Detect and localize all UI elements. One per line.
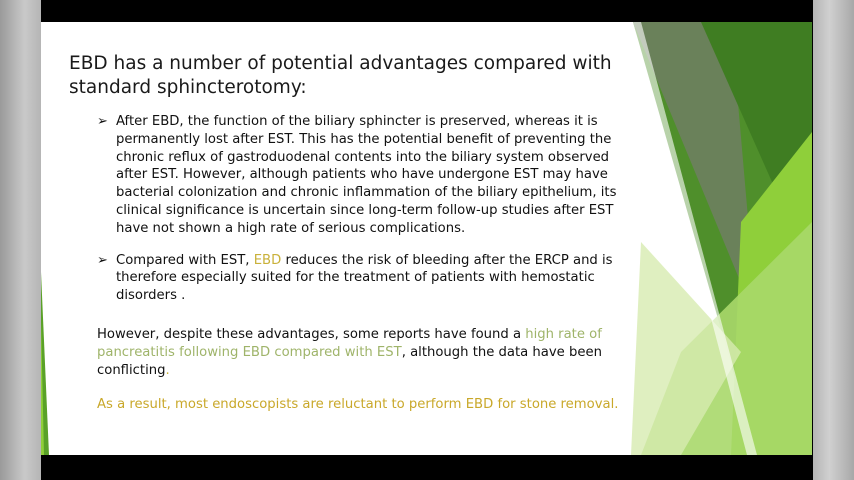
highlight-ebd: EBD	[253, 252, 282, 268]
bullet-text-continued: reduces the risk of bleeding after the ERCP and is therefore especially suited for the treatment of patients with hemostatic disorders .	[116, 252, 613, 304]
left-side-pillar	[0, 0, 41, 480]
conclusion-paragraph	[97, 326, 642, 379]
bullet-list	[97, 113, 642, 305]
paragraph-text: However, despite these advantages, some reports have found a	[97, 327, 526, 342]
bullet-text: After EBD, the function of the biliary sphincter is preserved, whereas it is permanently lost after EST. This has the potential benefit of preventing the chronic reflux of gastroduodenal contents into the biliary system observed after EST. However, although patients who have undergone EST may have bacterial colonization and chronic inflammation of the biliary epithelium, its clinical significance is uncertain since long-term follow-up studies after EST have not shown a high rate of serious complications.	[116, 114, 617, 236]
right-side-pillar	[813, 0, 854, 480]
highlight-pancreatitis: high rate of pancreatitis following EBD compared with EST	[97, 327, 602, 360]
presentation-slide	[41, 22, 812, 455]
bullet-item	[97, 113, 642, 238]
arrow-bullet-icon: ➢	[97, 252, 108, 268]
result-statement: As a result, most endoscopists are reluctant to perform EBD for stone removal.	[97, 397, 619, 412]
bullet-text: Compared with EST,	[116, 252, 254, 268]
paragraph-end-period: .	[165, 362, 170, 378]
arrow-bullet-icon: ➢	[97, 114, 108, 129]
bullet-item	[97, 252, 642, 305]
slide-title: EBD has a number of potential advantages compared with standard sphincterotomy:	[69, 53, 612, 98]
paragraph-text-continued: , although the data have been conflicting	[97, 344, 602, 378]
